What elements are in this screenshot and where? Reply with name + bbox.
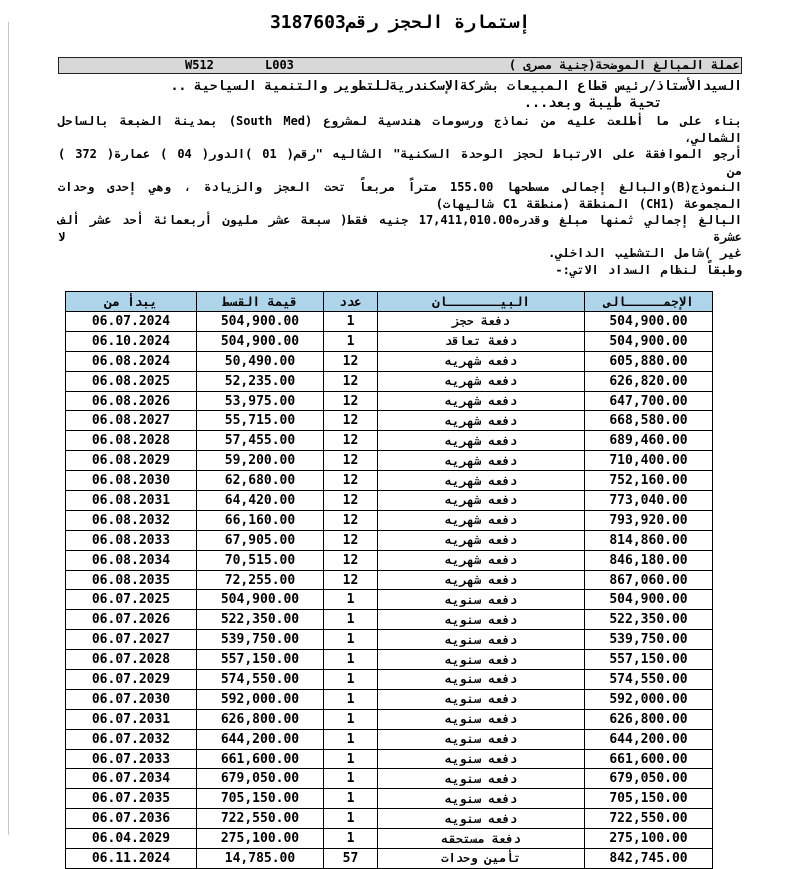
cell-start-date: 06.07.2033 xyxy=(66,749,197,769)
cell-description: دفعة حجز xyxy=(378,312,585,332)
cell-installment: 72,255.00 xyxy=(197,570,324,590)
cell-description: دفعه شهريه xyxy=(378,510,585,530)
cell-count: 1 xyxy=(324,769,378,789)
schedule-row xyxy=(66,809,713,829)
schedule-row xyxy=(66,570,713,590)
unit-code-l: L003 xyxy=(265,58,294,72)
schedule-row xyxy=(66,829,713,849)
cell-count: 1 xyxy=(324,590,378,610)
payment-intro-line: وطبقاً لنظام السداد الاتي:- xyxy=(555,262,742,277)
cell-installment: 557,150.00 xyxy=(197,650,324,670)
schedule-row xyxy=(66,491,713,511)
schedule-row xyxy=(66,749,713,769)
cell-description: دفعه سنويه xyxy=(378,630,585,650)
cell-installment: 53,975.00 xyxy=(197,391,324,411)
cell-total: 504,900.00 xyxy=(585,312,713,332)
cell-total: 626,820.00 xyxy=(585,371,713,391)
cell-start-date: 06.07.2030 xyxy=(66,689,197,709)
body-line-4: المجموعة (CH1) المنطقة (منطقة C1 شاليهات) xyxy=(435,196,742,211)
cell-description: دفعه سنويه xyxy=(378,670,585,690)
cell-start-date: 06.07.2035 xyxy=(66,789,197,809)
cell-total: 842,745.00 xyxy=(585,849,713,869)
cell-count: 1 xyxy=(324,630,378,650)
cell-description: دفعه سنويه xyxy=(378,709,585,729)
cell-total: 539,750.00 xyxy=(585,630,713,650)
cell-description: دفعة تعاقد xyxy=(378,331,585,351)
cell-start-date: 06.08.2035 xyxy=(66,570,197,590)
cell-description: دفعه شهريه xyxy=(378,351,585,371)
cell-count: 57 xyxy=(324,849,378,869)
header-start-date: يبدأ من xyxy=(66,292,197,312)
cell-description: دفعه سنويه xyxy=(378,689,585,709)
cell-total: 722,550.00 xyxy=(585,809,713,829)
cell-count: 1 xyxy=(324,312,378,332)
page-edge-line xyxy=(8,22,9,835)
cell-count: 12 xyxy=(324,491,378,511)
header-description: البيـــــــان xyxy=(378,292,585,312)
cell-total: 705,150.00 xyxy=(585,789,713,809)
cell-start-date: 06.08.2032 xyxy=(66,510,197,530)
cell-start-date: 06.07.2024 xyxy=(66,312,197,332)
cell-total: 504,900.00 xyxy=(585,331,713,351)
payment-schedule-table xyxy=(65,291,713,869)
cell-start-date: 06.07.2026 xyxy=(66,610,197,630)
cell-installment: 67,905.00 xyxy=(197,530,324,550)
schedule-row xyxy=(66,312,713,332)
schedule-row xyxy=(66,431,713,451)
cell-count: 12 xyxy=(324,550,378,570)
cell-count: 12 xyxy=(324,351,378,371)
body-line-1: بناء على ما أطلعت عليه من نماذج ورسومات هندسية لمشروع (South Med) بمدينة الضبعة بالساحل الشمالي، xyxy=(58,114,742,145)
cell-total: 574,550.00 xyxy=(585,670,713,690)
cell-installment: 59,200.00 xyxy=(197,451,324,471)
cell-total: 689,460.00 xyxy=(585,431,713,451)
cell-description: دفعه شهريه xyxy=(378,411,585,431)
table-header xyxy=(66,292,713,312)
cell-start-date: 06.10.2024 xyxy=(66,331,197,351)
header-installment: قيمة القسط xyxy=(197,292,324,312)
schedule-row xyxy=(66,471,713,491)
cell-start-date: 06.08.2029 xyxy=(66,451,197,471)
currency-label: عملة المبالغ الموضحة(جنية مصرى ) xyxy=(508,58,740,72)
schedule-row xyxy=(66,530,713,550)
cell-total: 626,800.00 xyxy=(585,709,713,729)
cell-start-date: 06.07.2034 xyxy=(66,769,197,789)
cell-description: دفعه سنويه xyxy=(378,789,585,809)
cell-description: دفعه سنويه xyxy=(378,610,585,630)
cell-count: 12 xyxy=(324,391,378,411)
cell-description: دفعه شهريه xyxy=(378,431,585,451)
cell-description: دفعه شهريه xyxy=(378,451,585,471)
cell-count: 1 xyxy=(324,789,378,809)
cell-start-date: 06.07.2029 xyxy=(66,670,197,690)
schedule-row xyxy=(66,550,713,570)
cell-total: 275,100.00 xyxy=(585,829,713,849)
schedule-row xyxy=(66,451,713,471)
cell-start-date: 06.07.2036 xyxy=(66,809,197,829)
cell-start-date: 06.11.2024 xyxy=(66,849,197,869)
cell-total: 661,600.00 xyxy=(585,749,713,769)
cell-installment: 626,800.00 xyxy=(197,709,324,729)
schedule-row xyxy=(66,769,713,789)
schedule-row xyxy=(66,709,713,729)
cell-start-date: 06.08.2028 xyxy=(66,431,197,451)
cell-start-date: 06.07.2032 xyxy=(66,729,197,749)
cell-total: 773,040.00 xyxy=(585,491,713,511)
cell-total: 793,920.00 xyxy=(585,510,713,530)
cell-description: دفعه شهريه xyxy=(378,570,585,590)
cell-description: دفعه شهريه xyxy=(378,491,585,511)
cell-count: 1 xyxy=(324,729,378,749)
cell-count: 12 xyxy=(324,471,378,491)
schedule-row xyxy=(66,331,713,351)
cell-installment: 57,455.00 xyxy=(197,431,324,451)
body-line-3: النموذج(B)والبالغ إجمالى مسطحها 155.00 متراً مربعاً تحت العجز والزيادة ، وهي إحدى وحدات xyxy=(58,180,742,194)
cell-count: 1 xyxy=(324,809,378,829)
schedule-row xyxy=(66,630,713,650)
cell-total: 647,700.00 xyxy=(585,391,713,411)
schedule-row xyxy=(66,510,713,530)
cell-total: 679,050.00 xyxy=(585,769,713,789)
cell-start-date: 06.08.2030 xyxy=(66,471,197,491)
cell-installment: 661,600.00 xyxy=(197,749,324,769)
schedule-row xyxy=(66,411,713,431)
cell-description: دفعه سنويه xyxy=(378,650,585,670)
cell-installment: 644,200.00 xyxy=(197,729,324,749)
cell-description: دفعه سنويه xyxy=(378,749,585,769)
cell-count: 1 xyxy=(324,709,378,729)
cell-count: 12 xyxy=(324,530,378,550)
cell-start-date: 06.08.2027 xyxy=(66,411,197,431)
amount-line: البالغ إجمالي ثمنها مبلغ وقدره17,411,010.00 جنيه فقط( سبعة عشر مليون أربعمائة أحد عشر ألف عشرة لا xyxy=(58,213,742,244)
cell-start-date: 06.08.2025 xyxy=(66,371,197,391)
cell-count: 12 xyxy=(324,371,378,391)
cell-count: 1 xyxy=(324,670,378,690)
cell-start-date: 06.07.2027 xyxy=(66,630,197,650)
cell-installment: 66,160.00 xyxy=(197,510,324,530)
cell-description: دفعه سنويه xyxy=(378,809,585,829)
cell-installment: 592,000.00 xyxy=(197,689,324,709)
cell-description: دفعه شهريه xyxy=(378,371,585,391)
cell-count: 12 xyxy=(324,570,378,590)
cell-total: 504,900.00 xyxy=(585,590,713,610)
cell-description: دفعه شهريه xyxy=(378,471,585,491)
cell-total: 592,000.00 xyxy=(585,689,713,709)
schedule-row xyxy=(66,689,713,709)
cell-total: 605,880.00 xyxy=(585,351,713,371)
cell-start-date: 06.08.2031 xyxy=(66,491,197,511)
cell-description: دفعه سنويه xyxy=(378,729,585,749)
cell-installment: 722,550.00 xyxy=(197,809,324,829)
cell-start-date: 06.08.2024 xyxy=(66,351,197,371)
cell-installment: 504,900.00 xyxy=(197,590,324,610)
unit-code-w: W512 xyxy=(185,58,214,72)
cell-installment: 574,550.00 xyxy=(197,670,324,690)
cell-count: 1 xyxy=(324,689,378,709)
schedule-row xyxy=(66,590,713,610)
cell-total: 522,350.00 xyxy=(585,610,713,630)
cell-installment: 50,490.00 xyxy=(197,351,324,371)
schedule-row xyxy=(66,650,713,670)
table-body xyxy=(66,312,713,869)
schedule-row xyxy=(66,729,713,749)
cell-total: 846,180.00 xyxy=(585,550,713,570)
cell-total: 752,160.00 xyxy=(585,471,713,491)
cell-installment: 705,150.00 xyxy=(197,789,324,809)
cell-installment: 504,900.00 xyxy=(197,331,324,351)
cell-count: 12 xyxy=(324,451,378,471)
page-title: إستمارة الحجز رقم3187603 xyxy=(269,12,531,33)
cell-description: دفعه سنويه xyxy=(378,769,585,789)
cell-total: 668,580.00 xyxy=(585,411,713,431)
schedule-row xyxy=(66,849,713,869)
cell-start-date: 06.07.2028 xyxy=(66,650,197,670)
cell-installment: 522,350.00 xyxy=(197,610,324,630)
cell-total: 557,150.00 xyxy=(585,650,713,670)
cell-installment: 55,715.00 xyxy=(197,411,324,431)
cell-installment: 62,680.00 xyxy=(197,471,324,491)
cell-installment: 52,235.00 xyxy=(197,371,324,391)
cell-count: 12 xyxy=(324,510,378,530)
cell-start-date: 06.07.2025 xyxy=(66,590,197,610)
cell-count: 1 xyxy=(324,749,378,769)
schedule-row xyxy=(66,670,713,690)
cell-count: 1 xyxy=(324,829,378,849)
cell-start-date: 06.07.2031 xyxy=(66,709,197,729)
schedule-row xyxy=(66,391,713,411)
body-line-2: أرجو الموافقة على الارتباط لحجز الوحدة السكنية" الشاليه "رقم( 01 )الدور( 04 ) عمارة( 372 ) من xyxy=(58,147,743,178)
cell-total: 710,400.00 xyxy=(585,451,713,471)
schedule-row xyxy=(66,351,713,371)
cell-description: تأمين وحدات xyxy=(378,849,585,869)
cell-start-date: 06.08.2033 xyxy=(66,530,197,550)
cell-description: دفعه شهريه xyxy=(378,550,585,570)
cell-description: دفعة مستحقه xyxy=(378,829,585,849)
cell-count: 1 xyxy=(324,610,378,630)
header-total: الإجمـــــالى xyxy=(585,292,713,312)
table-header-row xyxy=(66,292,713,312)
cell-total: 814,860.00 xyxy=(585,530,713,550)
cell-count: 1 xyxy=(324,331,378,351)
cell-start-date: 06.04.2029 xyxy=(66,829,197,849)
amount-line-2: غير )شامل التشطيب الداخلي. xyxy=(548,246,742,260)
currency-bar xyxy=(58,57,742,74)
cell-description: دفعه سنويه xyxy=(378,590,585,610)
cell-installment: 70,515.00 xyxy=(197,550,324,570)
cell-count: 12 xyxy=(324,431,378,451)
greeting-line: تحية طيبة وبعد... xyxy=(523,95,662,111)
schedule-row xyxy=(66,371,713,391)
schedule-row xyxy=(66,610,713,630)
cell-installment: 679,050.00 xyxy=(197,769,324,789)
cell-installment: 64,420.00 xyxy=(197,491,324,511)
letter-body xyxy=(58,113,742,278)
cell-start-date: 06.08.2026 xyxy=(66,391,197,411)
cell-installment: 275,100.00 xyxy=(197,829,324,849)
cell-total: 867,060.00 xyxy=(585,570,713,590)
schedule-row xyxy=(66,789,713,809)
cell-installment: 14,785.00 xyxy=(197,849,324,869)
cell-description: دفعه شهريه xyxy=(378,391,585,411)
cell-count: 1 xyxy=(324,650,378,670)
cell-installment: 539,750.00 xyxy=(197,630,324,650)
cell-total: 644,200.00 xyxy=(585,729,713,749)
cell-installment: 504,900.00 xyxy=(197,312,324,332)
header-count: عدد xyxy=(324,292,378,312)
cell-count: 12 xyxy=(324,411,378,431)
salutation-line: السيدالأستاذ/رئيس قطاع المبيعات بشركةالإسكندريةللتطوير والتنمية السياحية .. xyxy=(170,79,742,94)
cell-start-date: 06.08.2034 xyxy=(66,550,197,570)
cell-description: دفعه شهريه xyxy=(378,530,585,550)
